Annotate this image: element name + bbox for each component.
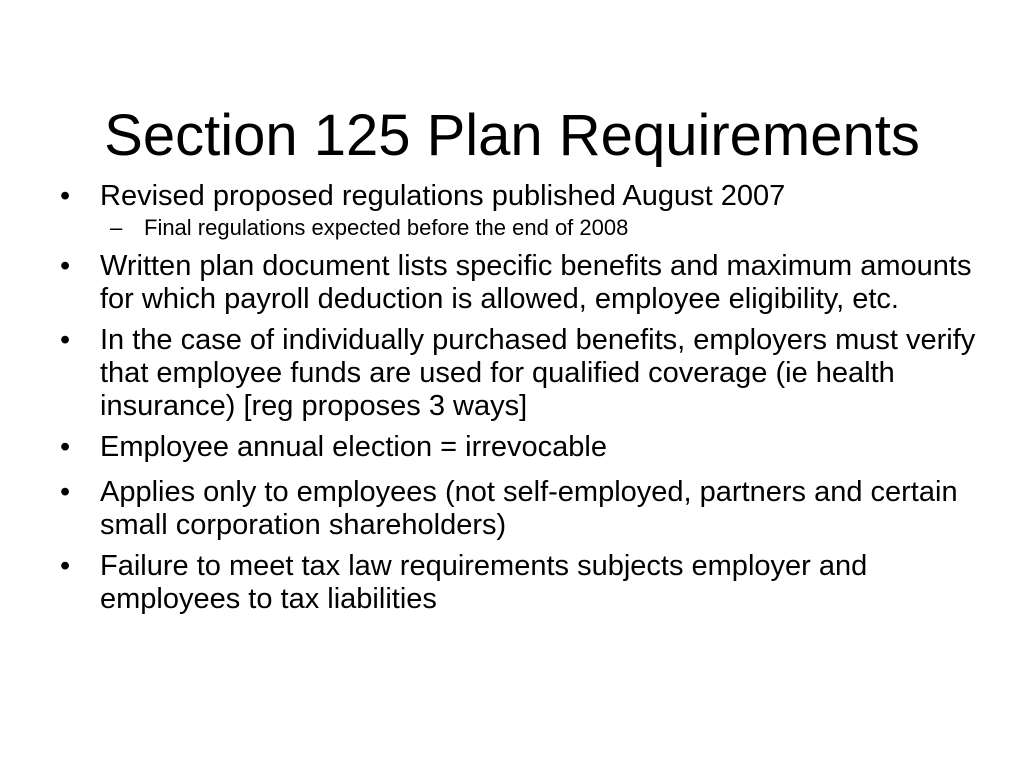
bullet-marker: • [60,180,71,212]
bullet-marker: • [60,550,71,582]
bullet-text: Failure to meet tax law requirements subjects employer and employees to tax liabilities [100,550,868,615]
bullet-marker: • [60,250,71,282]
bullet-item [56,476,976,542]
bullet-text: Applies only to employees (not self-employed, partners and certain small corporation shareholders) [100,476,958,541]
slide-title: Section 125 Plan Requirements [104,102,920,168]
sub-bullet-text: Final regulations expected before the end of 2008 [144,215,629,240]
bullet-item [56,431,976,464]
bullet-text: Written plan document lists specific benefits and maximum amounts for which payroll deduction is allowed, employee eligibility, etc. [100,250,972,315]
bullet-item [56,324,976,423]
sub-bullet-list [100,214,976,242]
bullet-marker: • [60,324,71,356]
bullet-text: Revised proposed regulations published August 2007 [100,180,786,212]
bullet-text: In the case of individually purchased benefits, employers must verify that employee funds are used for qualified coverage (ie health insurance) [reg proposes 3 ways] [100,324,976,422]
bullet-text: Employee annual election = irrevocable [100,431,608,463]
bullet-item [56,550,976,616]
sub-bullet-marker: – [110,215,123,240]
bullet-item [56,250,976,316]
bullet-marker: • [60,476,71,508]
bullet-marker: • [60,431,71,463]
bullet-list [56,180,976,624]
sub-bullet-item [100,214,976,242]
bullet-item [56,180,976,242]
